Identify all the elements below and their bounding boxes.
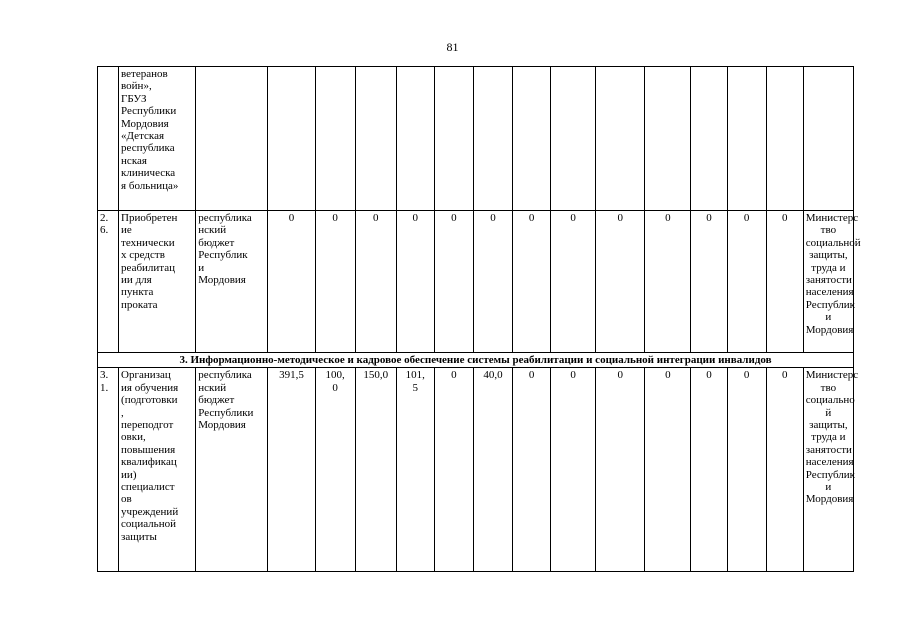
value-cell: 0 [551,211,596,353]
value-cell [434,67,473,211]
value-cell: 101, 5 [396,368,434,572]
value-cell: 0 [434,368,473,572]
section-row [98,353,854,368]
value-cell: 0 [513,368,551,572]
value-cell [513,67,551,211]
measure-name: Приобретен ие технически х средств реабилитац ии для пункта проката [119,211,196,353]
value-cell: 0 [691,211,727,353]
value-cell: 40,0 [473,368,512,572]
section-title: 3. Информационно-методическое и кадровое обеспечение системы реабилитации и социальной интеграции инвалидов [98,353,854,368]
value-cell: 0 [596,368,645,572]
value-cell [727,67,766,211]
value-cell [315,67,355,211]
value-cell: 0 [551,368,596,572]
table-row [98,368,854,572]
table-row [98,211,854,353]
value-cell: 0 [691,368,727,572]
value-cell [473,67,512,211]
value-cell [691,67,727,211]
value-cell: 0 [396,211,434,353]
value-cell [766,67,803,211]
value-cell: 0 [727,211,766,353]
value-cell: 391,5 [268,368,315,572]
funding-source [196,67,268,211]
value-cell: 0 [268,211,315,353]
value-cell: 0 [766,368,803,572]
value-cell: 0 [434,211,473,353]
executor: Министерс тво социальной защиты, труда и занятости населения Республик и Мордовия [803,211,853,353]
value-cell [551,67,596,211]
row-number: 3. 1. [98,368,119,572]
funding-source: республика нский бюджет Республики Мордовия [196,368,268,572]
row-number: 2. 6. [98,211,119,353]
value-cell [596,67,645,211]
page-number: 81 [446,40,459,54]
value-cell: 0 [645,368,691,572]
value-cell: 100, 0 [315,368,355,572]
table-row [98,67,854,211]
value-cell [355,67,396,211]
value-cell: 0 [473,211,512,353]
value-cell: 0 [355,211,396,353]
value-cell [645,67,691,211]
value-cell: 0 [315,211,355,353]
row-number [98,67,119,211]
executor [803,67,853,211]
value-cell: 0 [596,211,645,353]
value-cell: 0 [645,211,691,353]
value-cell [268,67,315,211]
funding-source: республика нский бюджет Республик и Мордовия [196,211,268,353]
executor: Министерс тво социально й защиты, труда и занятости населения Республик и Мордовия [803,368,853,572]
measure-name: Организац ия обучения (подготовки , переподгот овки, повышения квалификац ии) специалист ов учреждений социальной защиты [119,368,196,572]
value-cell [396,67,434,211]
value-cell: 0 [766,211,803,353]
value-cell: 0 [513,211,551,353]
value-cell: 0 [727,368,766,572]
measure-name: ветеранов войн», ГБУЗ Республики Мордовия «Детская республика нская клиническа я больница» [119,67,196,211]
program-table [97,66,861,572]
value-cell: 150,0 [355,368,396,572]
